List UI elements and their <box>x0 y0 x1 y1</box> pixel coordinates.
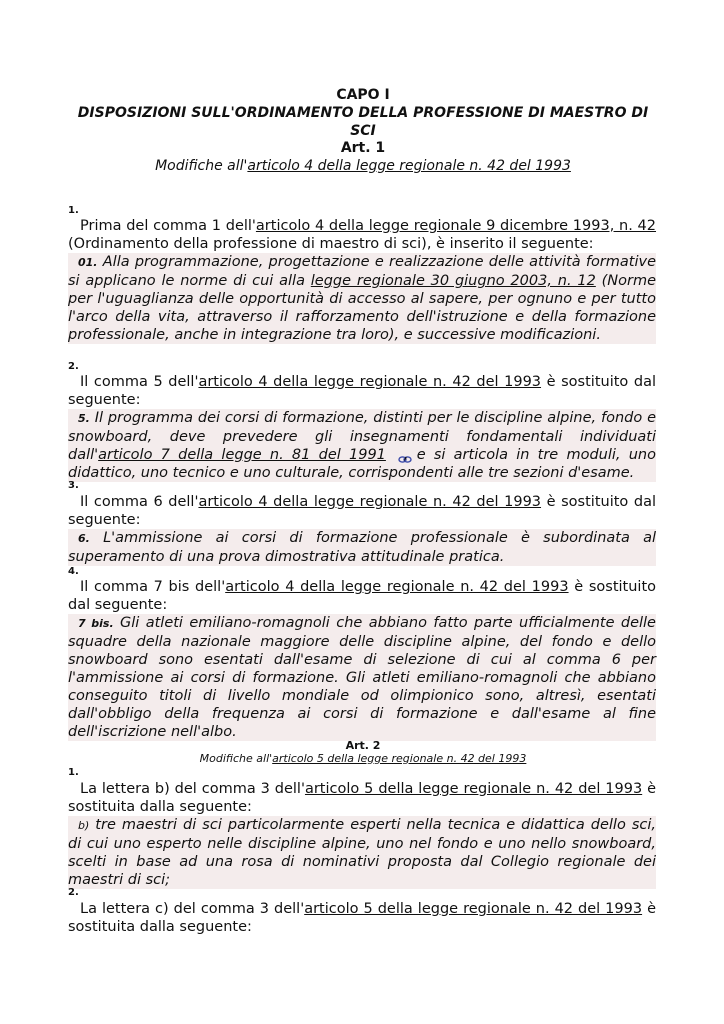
provision-text: Alla programmazione, progettazione e realizzazione delle attività formative si applicano le norme di cui alla <box>68 254 656 289</box>
law-reference-link[interactable]: articolo 4 della legge regionale n. 42 del 1993 <box>198 374 542 390</box>
quoted-provision <box>68 253 656 344</box>
article-1-title: Art. 1 <box>340 140 386 156</box>
comma-text-part: è sostituita dalla seguente: <box>68 901 656 935</box>
law-reference-link[interactable]: articolo 4 della legge regionale n. 42 del 1993 <box>225 579 569 595</box>
comma-text-part: La lettera b) del comma 3 dell' <box>80 781 305 797</box>
law-reference-link[interactable]: articolo 5 della legge regionale n. 42 del 1993 <box>304 781 643 797</box>
comma-text <box>68 493 656 529</box>
article-1-subtitle <box>68 157 658 175</box>
provision-text: tre maestri di sci particolarmente esperti nella tecnica e didattica dello sci, di cui uno esperto nelle discipline alpine, uno nel fondo e uno nello snowboard, scelti in base ad una rosa di nominativi proposta dal Collegio regionale dei maestri di sci; <box>68 817 656 888</box>
comma-number: 4. <box>68 566 79 577</box>
comma-number: 1. <box>68 205 79 216</box>
law-reference-link[interactable]: legge regionale 30 giugno 2003, n. 12 <box>310 273 596 289</box>
provision-number: 7 bis. <box>78 617 114 630</box>
comma-number: 3. <box>68 480 79 491</box>
comma-text <box>68 373 656 409</box>
comma-text-part: è sostituito dal seguente: <box>68 579 657 613</box>
comma-text-part: è sostituita dalla seguente: <box>68 781 657 815</box>
comma-text-part: Il comma 5 dell' <box>80 374 199 390</box>
article-2-title: Art. 2 <box>345 739 381 752</box>
provision-text: Il programma dei corsi di formazione, distinti per le discipline alpine, fondo e snowboard, deve prevedere gli insegnamenti fondamentali individuati dall' <box>68 410 656 463</box>
law-reference-link[interactable]: articolo 4 della legge regionale 9 dicembre 1993, n. 42 <box>255 218 657 234</box>
quoted-provision <box>68 409 656 482</box>
provision-number: 6. <box>78 532 90 545</box>
comma-text-part: La lettera c) del comma 3 dell' <box>80 901 305 917</box>
comma-text-part: Prima del comma 1 dell' <box>80 218 256 234</box>
comma-text <box>68 900 656 936</box>
article-2-subtitle-link[interactable]: articolo 5 della legge regionale n. 42 del 1993 <box>272 752 527 765</box>
comma-text-part: (Ordinamento della professione di maestro di sci), è inserito il seguente: <box>68 236 594 252</box>
quoted-provision <box>68 816 656 889</box>
chain-link-icon[interactable] <box>388 451 402 460</box>
comma-number: 2. <box>68 361 79 372</box>
provision-number: 01. <box>78 256 98 269</box>
article-2-subtitle <box>68 752 658 766</box>
article-1-subtitle-prefix: Modifiche all' <box>155 158 248 174</box>
comma-number: 1. <box>68 767 79 778</box>
provision-text: , e si articola in tre moduli, uno didattico, uno tecnico e uno culturale, corrispondenti alle tre sezioni d'esame. <box>68 447 656 481</box>
provision-number: b) <box>78 819 90 832</box>
comma-text-part: Il comma 6 dell' <box>80 494 199 510</box>
comma-number: 2. <box>68 887 79 898</box>
article-2-subtitle-prefix: Modifiche all' <box>199 752 273 765</box>
provision-text: L'ammissione ai corsi di formazione professionale è subordinata al superamento di una prova dimostrativa attitudinale pratica. <box>68 530 656 565</box>
comma-text-part: è sostituito dal seguente: <box>68 494 656 528</box>
chapter-title: CAPO I <box>336 87 390 103</box>
comma-text <box>68 578 656 614</box>
provision-text: Gli atleti emiliano-romagnoli che abbiano fatto parte ufficialmente delle squadre della nazionale maggiore delle discipline alpine, del fondo e dello snowboard sono esentati dall'esame di selezione di cui al comma 6 per l'ammissione ai corsi di formazione. Gli atleti emiliano-romagnoli che abbiano conseguito titoli di livello mondiale od olimpionico sono, altresì, esentati dall'obbligo della frequenza ai corsi di formazione e dall'esame al fine dell'iscrizione nell'albo. <box>68 615 656 740</box>
comma-text <box>68 217 656 253</box>
law-reference-link[interactable]: articolo 5 della legge regionale n. 42 del 1993 <box>304 901 643 917</box>
article-1-subtitle-link[interactable]: articolo 4 della legge regionale n. 42 del 1993 <box>247 158 571 174</box>
chapter-subtitle: DISPOSIZIONI SULL'ORDINAMENTO DELLA PROFESSIONE DI MAESTRO DI SCI <box>77 105 649 139</box>
comma-text-part: è sostituito dal seguente: <box>68 374 656 408</box>
provision-text: (Norme per l'uguaglianza delle opportunità di accesso al sapere, per ognuno e per tutto l'arco della vita, attraverso il rafforzamento dell'istruzione e della formazione professionale, anche in integrazione tra loro), e successive modificazioni. <box>68 273 657 343</box>
quoted-provision <box>68 529 656 566</box>
comma-text <box>68 780 656 816</box>
provision-number: 5. <box>78 412 90 425</box>
quoted-provision <box>68 614 656 741</box>
law-reference-link[interactable]: articolo 7 della legge n. 81 del 1991 <box>98 447 386 463</box>
law-reference-link[interactable]: articolo 4 della legge regionale n. 42 del 1993 <box>198 494 542 510</box>
comma-text-part: Il comma 7 bis dell' <box>80 579 226 595</box>
